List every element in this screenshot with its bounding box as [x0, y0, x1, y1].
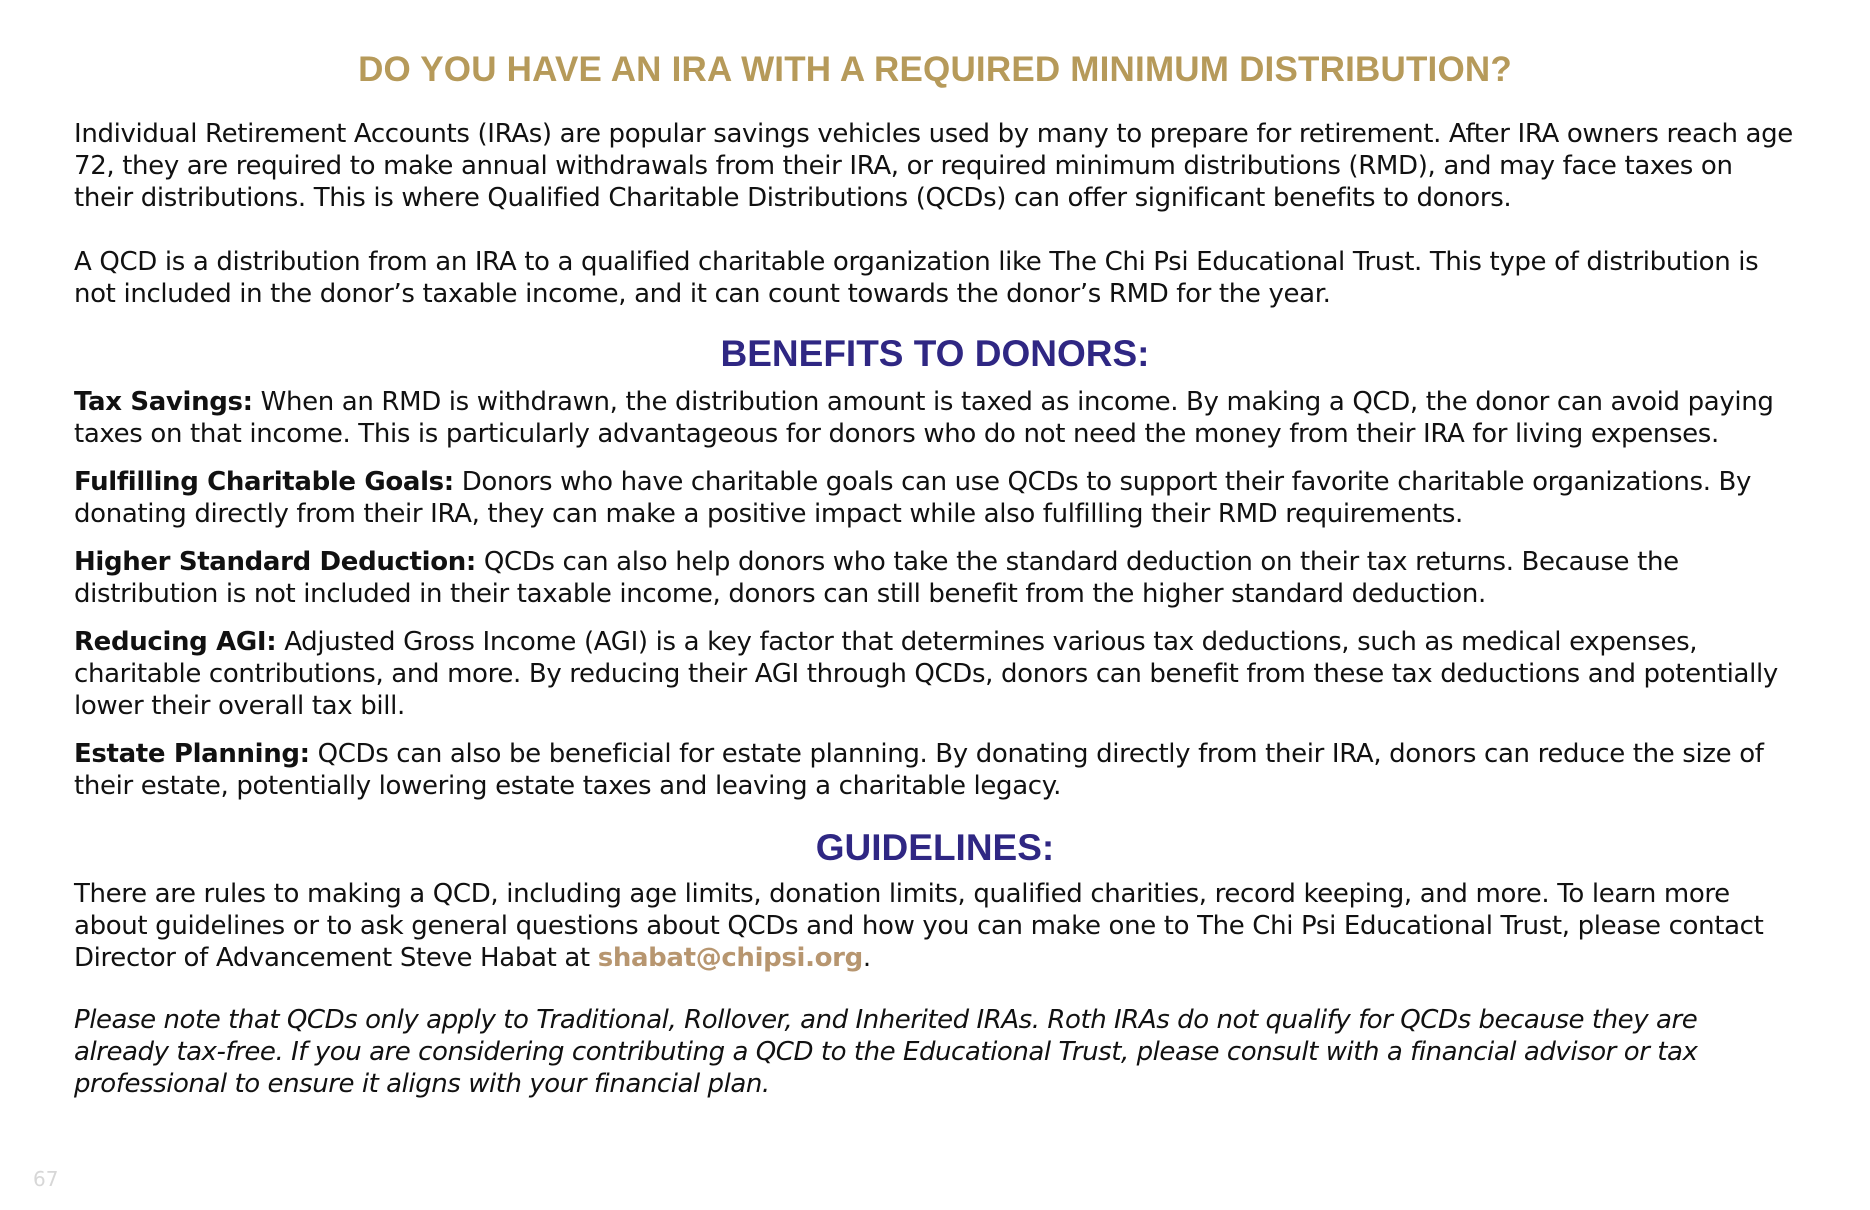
guidelines-end-punctuation: . [862, 943, 871, 973]
guidelines-paragraph [74, 878, 1796, 974]
intro-paragraph-1: Individual Retirement Accounts (IRAs) are popular savings vehicles used by many to prepare for retirement. After IRA owners reach age 72, they are required to make annual withdrawals from their IRA, or required minimum distributions (RMD), and may face taxes on their distributions. This is where Qualified Charitable Distributions (QCDs) can offer significant benefits to donors. [74, 119, 1793, 213]
benefit-text: When an RMD is withdrawn, the distribution amount is taxed as income. By making a QCD, the donor can avoid paying taxes on that income. This is particularly advantageous for donors who do not need the money from their IRA for living expenses. [74, 387, 1774, 449]
guidelines-heading: GUIDELINES: [815, 827, 1055, 868]
benefit-title: Estate Planning: [74, 739, 310, 769]
benefits-list [74, 386, 1796, 802]
benefit-text: QCDs can also help donors who take the standard deduction on their tax returns. Because the distribution is not included in their taxable income, donors can still benefit from the higher standard deduction. [74, 547, 1679, 609]
intro-paragraph-2: A QCD is a distribution from an IRA to a qualified charitable organization like The Chi Psi Educational Trust. This type of distribution is not included in the donor’s taxable income, and it can count towards the donor’s RMD for the year. [74, 247, 1759, 309]
benefit-title: Reducing AGI: [74, 627, 277, 657]
page-number: 67 [33, 1167, 59, 1191]
benefit-text: QCDs can also be beneficial for estate planning. By donating directly from their IRA, donors can reduce the size of their estate, potentially lowering estate taxes and leaving a charitable legacy. [74, 739, 1764, 801]
benefit-higher-standard-deduction [74, 546, 1796, 610]
qcd-note: Please note that QCDs only apply to Traditional, Rollover, and Inherited IRAs. Roth IRAs do not qualify for QCDs because they are already tax-free. If you are considering contributing a QCD to the Educational Trust, please consult with a financial advisor or tax professional to ensure it aligns with your financial plan. [74, 1005, 1698, 1099]
contact-email-link[interactable]: shabat@chipsi.org [597, 943, 863, 973]
benefit-title: Higher Standard Deduction: [74, 547, 476, 577]
benefit-text: Adjusted Gross Income (AGI) is a key factor that determines various tax deductions, such as medical expenses, charitable contributions, and more. By reducing their AGI through QCDs, donors can benefit from these tax deductions and potentially lower their overall tax bill. [74, 627, 1778, 721]
benefits-heading: BENEFITS TO DONORS: [720, 333, 1150, 374]
benefit-title: Tax Savings: [74, 387, 253, 417]
benefit-fulfilling-charitable-goals [74, 466, 1796, 530]
guidelines-text: There are rules to making a QCD, including age limits, donation limits, qualified charities, record keeping, and more. To learn more about guidelines or to ask general questions about QCDs and how you can make one to The Chi Psi Educational Trust, please contact Director of Advancement Steve Habat at [74, 879, 1764, 973]
benefit-title: Fulfilling Charitable Goals: [74, 467, 454, 497]
benefit-reducing-agi [74, 626, 1796, 722]
page-title: DO YOU HAVE AN IRA WITH A REQUIRED MINIMUM DISTRIBUTION? [358, 50, 1512, 89]
page-content [74, 46, 1796, 1100]
benefit-text: Donors who have charitable goals can use QCDs to support their favorite charitable organizations. By donating directly from their IRA, they can make a positive impact while also fulfilling their RMD requirements. [74, 467, 1752, 529]
benefit-tax-savings [74, 386, 1796, 450]
benefit-estate-planning [74, 738, 1796, 802]
